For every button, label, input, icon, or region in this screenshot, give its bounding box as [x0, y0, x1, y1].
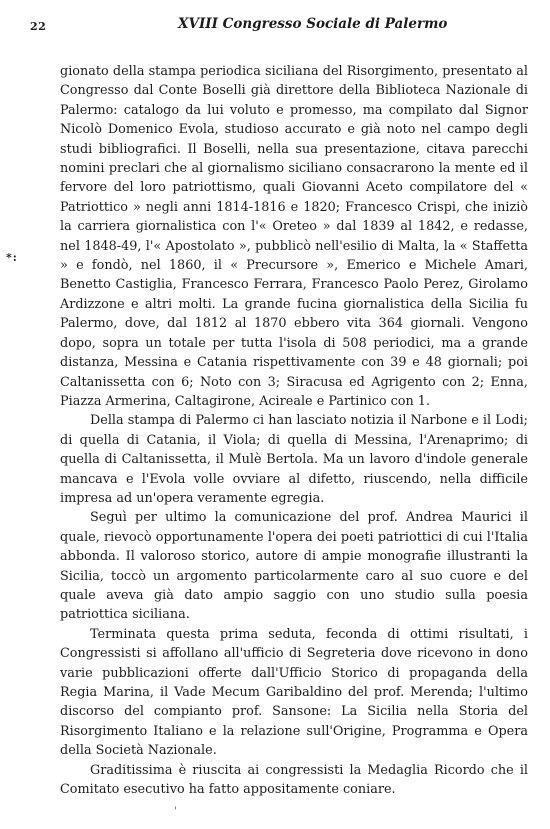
paragraph: Della stampa di Palermo ci han lasciato notizia il Narbone e il Lodi; di quella di Catania, il Viola; di quella di Messina, l'Arenaprimo; di quella di Caltanissetta, il Mulè Bertola. Ma un lavoro d'indole generale mancava e l'Evola volle ovviare al difetto, riuscendo, nella difficile impresa ad un'opera veramente egregia. [60, 413, 528, 506]
paragraph: Seguì per ultimo la comunicazione del prof. Andrea Maurici il quale, rievocò opportunamente l'opera dei poeti patriottici di cui l'Italia abbonda. Il valoroso storico, autore di ampie monografie illustranti la Sicilia, toccò un argomento particolarmente caro al suo cuore e del quale aveva già dato ampio saggio con uno studio sulla poesia patriottica siciliana. [60, 510, 528, 623]
running-title: XVIII Congresso Sociale di Palermo [178, 16, 448, 32]
paragraph: Graditissima è riuscita ai congressisti la Medaglia Ricordo che il Comitato esecutivo ha fatto appositamente coniare. [60, 762, 528, 798]
margin-mark: *: [6, 251, 18, 264]
page-number: 22 [30, 20, 47, 33]
footer-mark: ' [174, 806, 177, 817]
body-text [60, 62, 528, 799]
paragraph: gionato della stampa periodica siciliana del Risorgimento, presentato al Congresso dal Conte Boselli già direttore della Biblioteca Nazionale di Palermo: catalogo da lui voluto e promesso, ma compilato dal Signor Nicolò Domenico Evola, studioso accurato e già noto nel campo degli studi bibliografici. Il Boselli, nella sua presentazione, citava parecchi nomini preclari che al giornalismo siciliano consacrarono la mente ed il fervore del loro patriottismo, quali Giovanni Aceto compilatore del « Patriottico » negli anni 1814-1816 e 1820; Francesco Crispi, che iniziò la carriera giornalistica con l'« Oreteo » dal 1839 al 1842, e redasse, nel 1848-49, l'« Apostolato », pubblicò nell'esilio di Malta, la « Staffetta » e fondò, nel 1860, il « Precursore », Emerico e Michele Amari, Benetto Castiglia, Francesco Ferrara, Francesco Paolo Perez, Girolamo Ardizzone e altri molti. La grande fucina giornalistica della Sicilia fu Palermo, dove, dal 1812 al 1870 ebbero vita 364 giornali. Vengono dopo, sopra un totale per tutta l'isola di 508 periodici, ma a grande distanza, Messina e Catania rispettivamente con 39 e 48 giornali; poi Caltanissetta con 6; Noto con 3; Siracusa ed Agrigento con 2; Enna, Piazza Armerina, Caltagirone, Acireale e Partinico con 1. [60, 64, 528, 409]
running-head [30, 16, 528, 36]
paragraph: Terminata questa prima seduta, feconda di ottimi risultati, i Congressisti si affollano all'ufficio di Segreteria dove ricevono in dono varie pubblicazioni offerte dall'Ufficio Storico di propaganda della Regia Marina, il Vade Mecum Garibaldino del prof. Merenda; l'ultimo discorso del compianto prof. Sansone: La Sicilia nella Storia del Risorgimento Italiano e la relazione sull'Origine, Programma e Opera della Società Nazionale. [60, 626, 528, 759]
